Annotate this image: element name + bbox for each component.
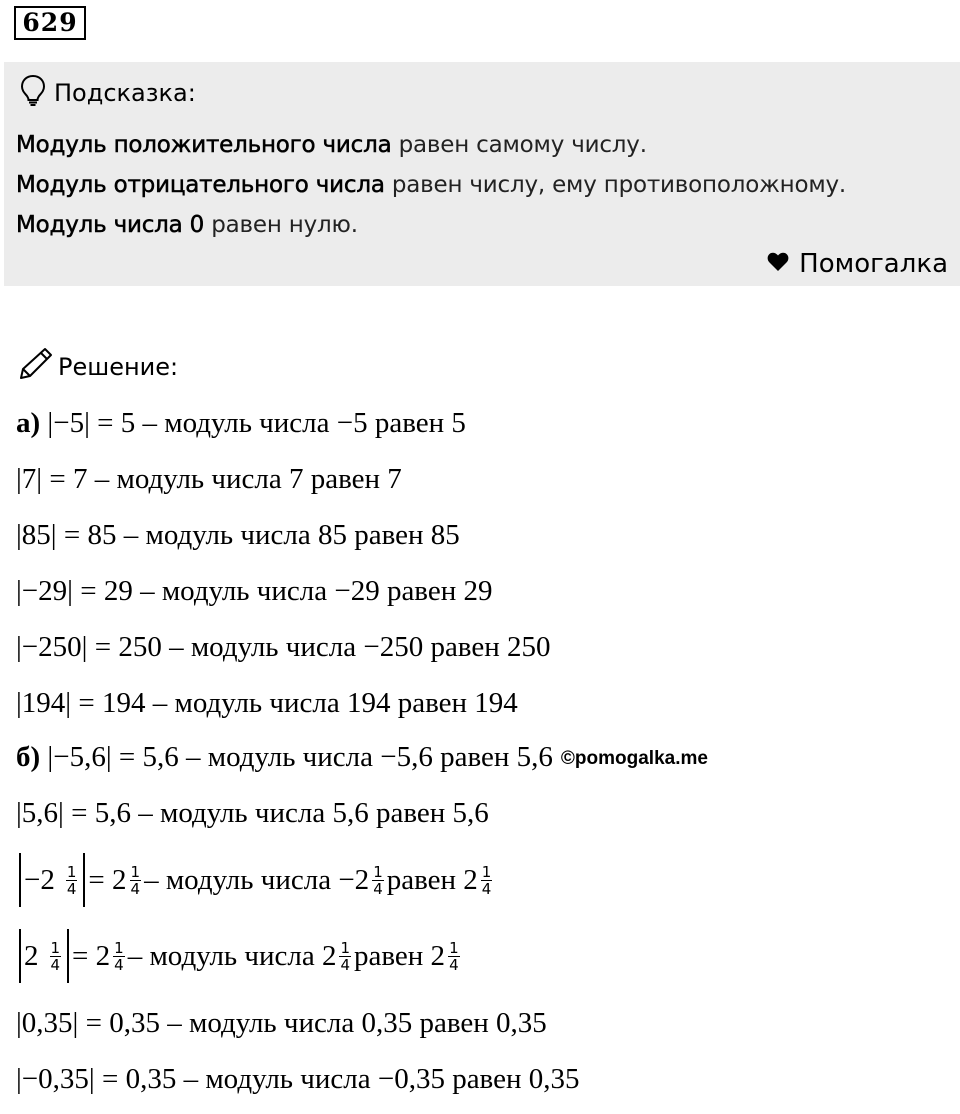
solution-line [16,406,466,440]
solution-line [16,1006,547,1040]
equals-part: = 2 [72,939,111,972]
hint-box [4,62,960,286]
whole-part: 2 [24,939,39,972]
solution-fraction-line [16,924,463,988]
solution-line [16,686,518,720]
solution-line [16,462,402,496]
fraction: $\frac{1}{4}$ [66,862,77,898]
fraction: $\frac{1}{4}$ [114,938,124,974]
line-text: |−29| = 29 – модуль числа −29 равен 29 [16,575,493,607]
fraction: $\frac{1}{4}$ [449,938,459,974]
watermark: ©pomogalka.me [560,748,708,769]
hint-bold: Модуль отрицательного числа [16,172,385,198]
hint-text: равен нулю. [204,212,358,238]
fraction: $\frac{1}{4}$ [340,938,351,974]
solution-line [16,796,489,830]
abs-bar [19,929,21,983]
hint-text: равен числу, ему противоположному. [384,172,847,198]
fraction: $\frac{1}{4}$ [130,862,141,898]
solution-title [18,346,178,388]
hint-bold: Модуль положительного числа [16,132,392,158]
abs-bar [19,853,21,907]
equals-part: = 2 [88,863,127,896]
hint-line-negative [16,170,846,200]
solution-line [16,518,460,552]
brand-name: Помогалка [799,249,948,279]
solution-fraction-line [16,848,495,912]
line-text: |−250| = 250 – модуль числа −250 равен 250 [16,631,551,663]
line-text: |−0,35| = 0,35 – модуль числа −0,35 равен 0,35 [16,1063,580,1095]
pencil-icon [18,346,58,388]
line-text: |85| = 85 – модуль числа 85 равен 85 [16,519,460,551]
abs-bar [83,853,85,907]
line-text: |7| = 7 – модуль числа 7 равен 7 [16,463,402,495]
whole-part: −2 [24,863,55,896]
abs-bar [67,929,69,983]
solution-title-text: Решение: [58,353,179,381]
hint-title-text: Подсказка: [54,79,196,107]
line-text: равен 2 [386,863,478,896]
line-text: |−5,6| = 5,6 – модуль числа −5,6 равен 5,6 [40,741,553,773]
solution-line [16,1062,579,1096]
solution-line [16,574,492,608]
line-text: – модуль числа −2 [144,863,370,896]
part-label: б) [16,741,41,773]
line-text: равен 2 [354,939,446,972]
fraction: $\frac{1}{4}$ [481,862,492,898]
hint-line-zero [16,210,358,240]
line-text: |0,35| = 0,35 – модуль числа 0,35 равен 0,35 [16,1007,547,1039]
part-label: а) [16,407,41,439]
line-text: |5,6| = 5,6 – модуль числа 5,6 равен 5,6 [16,797,489,829]
brand-link[interactable] [767,248,948,280]
hint-text: равен самому числу. [391,132,647,158]
solution-line [16,740,708,776]
fraction: $\frac{1}{4}$ [373,862,383,898]
line-text: |194| = 194 – модуль числа 194 равен 194 [16,687,518,719]
fraction: $\frac{1}{4}$ [50,938,61,974]
line-text: |−5| = 5 – модуль числа −5 равен 5 [40,407,466,439]
line-text: – модуль числа 2 [127,939,337,972]
hint-bold: Модуль числа 0 [16,212,205,238]
lightbulb-icon [20,74,54,112]
solution-line [16,630,550,664]
heart-icon [767,248,799,280]
hint-title [20,74,196,112]
task-number: 629 [14,6,86,40]
hint-line-positive [16,130,647,160]
